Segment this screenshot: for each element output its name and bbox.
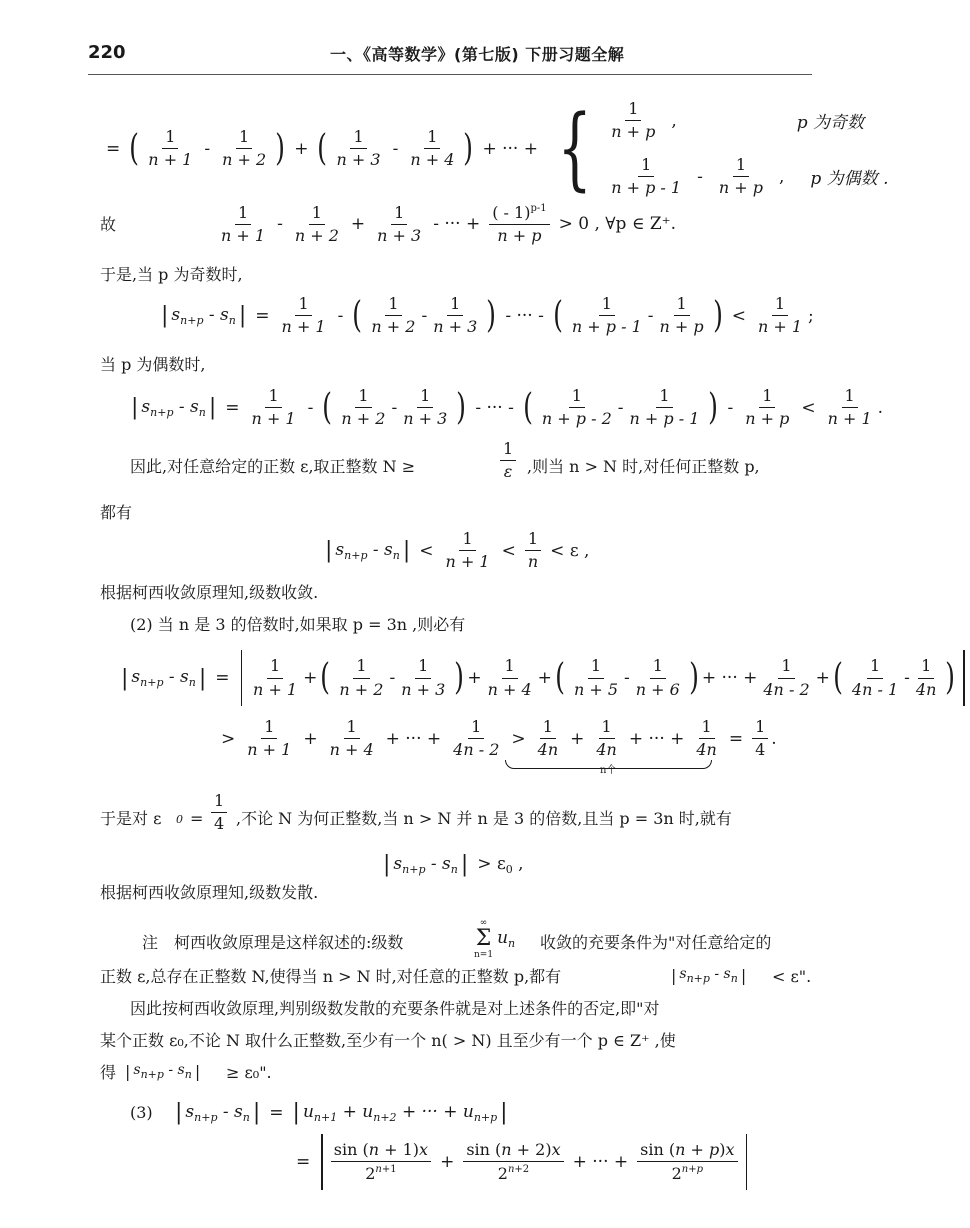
text-part2: (2) 当 n 是 3 的倍数时,如果取 p = 3n ,则必有	[130, 615, 466, 634]
text-even-case: 当 p 为偶数时,	[100, 355, 206, 374]
text-eps0-eq: =	[190, 809, 204, 828]
header-rule	[88, 74, 812, 75]
note-line-f: 得	[100, 1063, 117, 1082]
text-odd-case: 于是,当 p 为奇数时,	[100, 265, 243, 284]
equation-cauchy-bound: | $s_{n+p} - s_n$ | < $\frac{1}{n + 1}$ < $\frac{1}{n}$ < ε ,	[325, 529, 590, 572]
note-abs-expr: | $s_{n+p} - s_n$ |	[671, 966, 747, 985]
text-eps0-sub: 0	[176, 813, 183, 826]
note-line-f2: ≥ ε₀".	[226, 1063, 272, 1082]
equation-part2-lowerbound: > $\frac{1}{n + 1}$ + $\frac{1}{n + 4}$ + ··· + $\frac{1}{4n - 2}$ > $\frac{1}{4n}$ + $\frac{1}{4n}$ + ··· + $\frac{1}{4n}$ = $\frac{1}{4}$ .	[221, 717, 777, 760]
equation-alternating-sum: $\frac{1}{n + 1}$ - $\frac{1}{n + 2}$ + $\frac{1}{n + 3}$ - ··· + $\frac{( - 1)^{p-1}}{n + p}$ > 0 , ∀p ∈ Z⁺.	[221, 202, 677, 246]
text-duyou: 都有	[100, 503, 133, 522]
running-title: 一、《高等数学》(第七版) 下册习题全解	[330, 45, 625, 64]
equation-odd-case: | $s_{n+p} - s_n$ | = $\frac{1}{n + 1}$ - ( $\frac{1}{n + 2}$ - $\frac{1}{n + 3}$ ) - ··· - ( $\frac{1}{n + p - 1}$ - $\frac{1}{n + p}$ ) < $\frac{1}{n + 1}$ ;	[161, 294, 814, 337]
equation-part3-line1: | $s_{n+p} - s_n$ | = | $u_{n+1} + u_{n+2}$ + ··· + $u_{n+p}$ |	[175, 1100, 508, 1125]
text-conclusion-converge: 根据柯西收敛原理知,级数收敛.	[100, 583, 319, 602]
note-line-d: 因此按柯西收敛原理,判别级数发散的充要条件就是对上述条件的否定,即"对	[130, 999, 660, 1018]
frac-one-quarter: $\frac{1}{4}$	[208, 792, 230, 834]
note-line-b: 收敛的充要条件为"对任意给定的	[540, 933, 772, 952]
sigma-sum: ∞ Σ n=1 $u_n$	[474, 918, 516, 960]
underbrace-label: n个	[600, 765, 617, 776]
text-therefore-b: ,则当 n > N 时,对任何正整数 p,	[527, 457, 760, 476]
text-conclusion-diverge: 根据柯西收敛原理知,级数发散.	[100, 883, 319, 902]
note-line-c2: < ε".	[772, 967, 812, 986]
text-part3: (3)	[130, 1103, 153, 1122]
note-line-a: 注 柯西收敛原理是这样叙述的:级数	[142, 933, 404, 952]
note-line-e: 某个正数 ε₀,不论 N 取什么正整数,至少有一个 n( > N) 且至少有一个 p ∈ Z⁺ ,使	[100, 1031, 676, 1050]
equation-even-case: | $s_{n+p} - s_n$ | = $\frac{1}{n + 1}$ - ( $\frac{1}{n + 2}$ - $\frac{1}{n + 3}$ ) - ··· - ( $\frac{1}{n + p - 2}$ - $\frac{1}{n + p - 1}$ ) - $\frac{1}{n + p}$ < $\frac{1}{n + 1}$ .	[131, 386, 884, 429]
text-eps0-c: ,不论 N 为何正整数,当 n > N 并 n 是 3 的倍数,且当 p = 3n 时,就有	[236, 809, 732, 828]
equation-eps0-bound: | $s_{n+p} - s_n$ | > $\varepsilon_0$ ,	[383, 852, 524, 877]
equation-expansion: = ( $\frac{1}{n + 1}$ - $\frac{1}{n + 2}$ ) + ( $\frac{1}{n + 3}$ - $\frac{1}{n + 4}$ ) + ··· + { $\frac{1}{n + p}$ , p 为奇数 $\frac{1}{n + p - 1}$ - $\frac{1}{n + p}$ , p 为偶数 .	[106, 95, 889, 201]
equation-part3-line2: = $\frac{\sin (n + 1)x}{2^{n+1}}$ + $\frac{\sin (n + 2)x}{2^{n+2}}$ + ··· + $\frac{\sin (n + p)x}{2^{n+p}}$	[290, 1134, 752, 1190]
note-abs-expr-2: | $s_{n+p} - s_n$ |	[125, 1062, 201, 1081]
text-gu: 故	[100, 215, 117, 234]
text-therefore-a: 因此,对任意给定的正数 ε,取正整数 N ≥	[130, 457, 416, 476]
page-number: 220	[88, 42, 126, 63]
equation-part2-abs: | $s_{n+p} - s_n$ | = $\frac{1}{n + 1}$ + ( $\frac{1}{n + 2}$ - $\frac{1}{n + 3}$ ) + $\frac{1}{n + 4}$ + ( $\frac{1}{n + 5}$ - $\frac{1}{n + 6}$ ) + ··· + $\frac{1}{4n - 2}$ + ( $\frac{1}{4n - 1}$ - $\frac{1}{4n}$ )	[118, 650, 970, 706]
text-eps0-a: 于是对 ε	[100, 809, 162, 828]
note-line-c: 正数 ε,总存在正整数 N,使得当 n > N 时,对任意的正整数 p,都有	[100, 967, 562, 986]
frac-one-over-epsilon: $\frac{1}{\varepsilon}$	[497, 440, 519, 482]
